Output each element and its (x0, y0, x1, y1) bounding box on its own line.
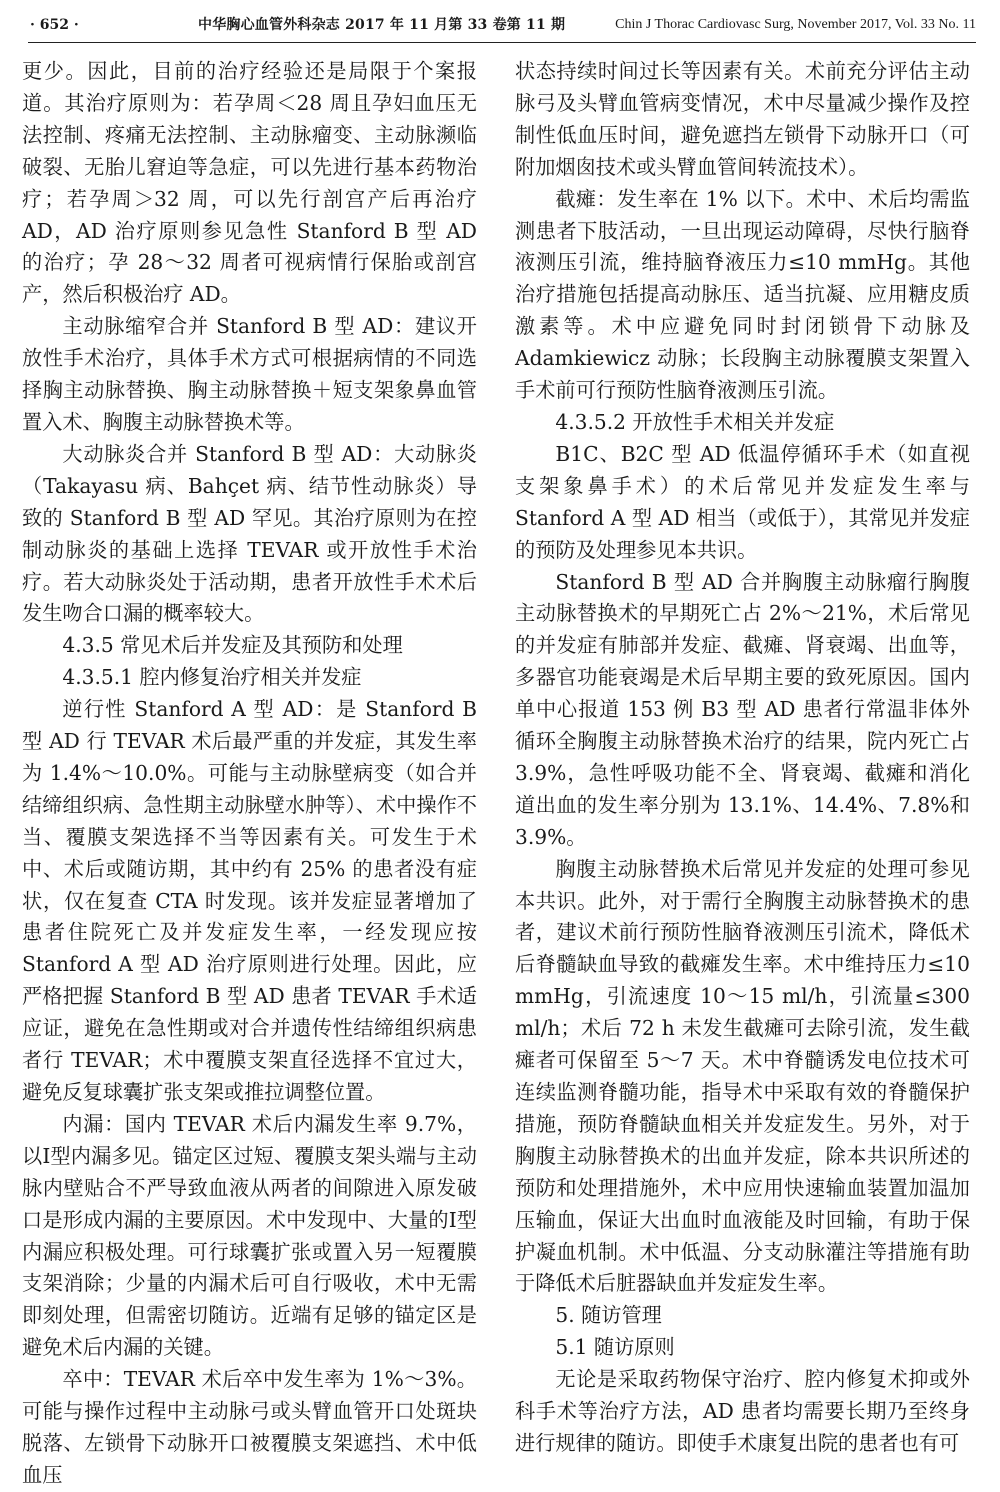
section-heading: 5.1 随访原则 (555, 1335, 675, 1360)
paragraph: 逆行性 Stanford A 型 AD：是 Stanford B 型 AD 行 TEVAR 术后最严重的并发症，其发生率为 1.4%～10.0%。可能与主动脉壁病变（如合并结缔组织病、急性期主动脉壁水肿等）、术中操作不当、覆膜支架选择不当等因素有关。可发生于术中、术后或随访期，其中约有 25% 的患者没有症状，仅在复查 CTA 时发现。该并发症显著增加了患者住院死亡及并发症发生率，一经发现应按 Stanford A 型 AD 治疗原则进行处理。因此，应严格把握 Stanford B 型 AD 患者 TEVAR 手术适应证，避免在急性期或对合并遗传性结缔组织病患者行 TEVAR；术中覆膜支架直径选择不宜过大，避免反复球囊扩张支架或推拉调整位置。 (22, 697, 477, 1104)
paragraph: 状态持续时间过长等因素有关。术前充分评估主动脉弓及头臂血管病变情况，术中尽量减少操作及控制性低血压时间，避免遮挡左锁骨下动脉开口（可附加烟囱技术或头臂血管间转流技术）。 (515, 59, 970, 179)
paragraph: 截瘫：发生率在 1% 以下。术中、术后均需监测患者下肢活动，一旦出现运动障碍，尽快行脑脊液测压引流，维持脑脊液压力≤10 mmHg。其他治疗措施包括提高动脉压、适当抗凝、应用糖皮质激素等。术中应避免同时封闭锁骨下动脉及 Adamkiewicz 动脉；长段胸主动脉覆膜支架置入手术前可行预防性脑脊液测压引流。 (515, 186, 970, 403)
paragraph: 胸腹主动脉替换术后常见并发症的处理可参见本共识。此外，对于需行全胸腹主动脉替换术的患者，建议术前行预防性脑脊液测压引流术，降低术后脊髓缺血导致的截瘫发生率。术中维持压力≤10 mmHg，引流速度 10～15 ml/h，引流量≤300 ml/h；术后 72 h 未发生截瘫可去除引流，发生截瘫者可保留至 5～7 天。术中脊髓诱发电位技术可连续监测脊髓功能，指导术中采取有效的脊髓保护措施，预防脊髓缺血相关并发症发生。另外，对于胸腹主动脉替换术的出血并发症，除本共识所述的预防和处理措施外，术中应用快速输血装置加温加压输血，保证大出血时血液能及时回输，有助于保护凝血机制。术中低温、分支动脉灌注等措施有助于降低术后脏器缺血并发症发生率。 (515, 856, 970, 1296)
section-heading: 4.3.5 常见术后并发症及其预防和处理 (62, 633, 403, 658)
paragraph: 内漏：国内 TEVAR 术后内漏发生率 9.7%，以Ⅰ型内漏多见。锚定区过短、覆膜支架头端与主动脉内壁贴合不严导致血液从两者的间隙进入原发破口是形成内漏的主要原因。术中发现中、大量的Ⅰ型内漏应积极处理。可行球囊扩张或置入另一短覆膜支架消除；少量的内漏术后可自行吸收，术中无需即刻处理，但需密切随访。近端有足够的锚定区是避免术后内漏的关键。 (22, 1111, 477, 1360)
page-number: · 652 · (30, 17, 79, 33)
running-header (28, 8, 976, 43)
paragraph: 大动脉炎合并 Stanford B 型 AD：大动脉炎（Takayasu 病、Bahçet 病、结节性动脉炎）导致的 Stanford B 型 AD 罕见。其治疗原则为在控制动脉炎的基础上选择 TEVAR 或开放性手术治疗。若大动脉炎处于活动期，患者开放性手术术后发生吻合口漏的概率较大。 (22, 441, 477, 626)
left-column (22, 56, 477, 1492)
section-heading: 5. 随访管理 (555, 1303, 662, 1328)
paragraph: Stanford B 型 AD 合并胸腹主动脉瘤行胸腹主动脉替换术的早期死亡占 2%～21%，术后常见的并发症有肺部并发症、截瘫、肾衰竭、出血等，多器官功能衰竭是术后早期主要的致死原因。国内单中心报道 153 例 B3 型 AD 患者行常温非体外循环全胸腹主动脉替换术治疗的结果，院内死亡占 3.9%，急性呼吸功能不全、肾衰竭、截瘫和消化道出血的发生率分别为 13.1%、14.4%、7.8%和 3.9%。 (515, 569, 970, 849)
section-heading: 4.3.5.2 开放性手术相关并发症 (555, 409, 835, 434)
paragraph: 主动脉缩窄合并 Stanford B 型 AD：建议开放性手术治疗，具体手术方式可根据病情的不同选择胸主动脉替换、胸主动脉替换＋短支架象鼻血管置入术、胸腹主动脉替换术等。 (22, 314, 477, 434)
paragraph: 卒中：TEVAR 术后卒中发生率为 1%～3%。可能与操作过程中主动脉弓或头臂血管开口处斑块脱落、左锁骨下动脉开口被覆膜支架遮挡、术中低血压 (22, 1367, 477, 1487)
journal-title-cn: 中华胸心血管外科杂志 2017 年 11 月第 33 卷第 11 期 (198, 17, 566, 33)
journal-title-en: Chin J Thorac Cardiovasc Surg, November 2017, Vol. 33 No. 11 (615, 17, 976, 32)
paragraph: 更少。因此，目前的治疗经验还是局限于个案报道。其治疗原则为：若孕周＜28 周且孕妇血压无法控制、疼痛无法控制、主动脉瘤变、主动脉濒临破裂、无胎儿窘迫等急症，可以先进行基本药物治疗；若孕周＞32 周，可以先行剖宫产后再治疗 AD，AD 治疗原则参见急性 Stanford B 型 AD 的治疗；孕 28～32 周者可视病情行保胎或剖宫产，然后积极治疗 AD。 (22, 59, 477, 307)
section-heading: 4.3.5.1 腔内修复治疗相关并发症 (62, 665, 362, 690)
paragraph: 无论是采取药物保守治疗、腔内修复术抑或外科手术等治疗方法，AD 患者均需要长期乃至终身进行规律的随访。即使手术康复出院的患者也有可 (515, 1367, 970, 1455)
paragraph: B1C、B2C 型 AD 低温停循环手术（如直视支架象鼻手术）的术后常见并发症发生率与 Stanford A 型 AD 相当（或低于），其常见并发症的预防及处理参见本共识。 (515, 441, 970, 562)
right-column (515, 56, 970, 1460)
